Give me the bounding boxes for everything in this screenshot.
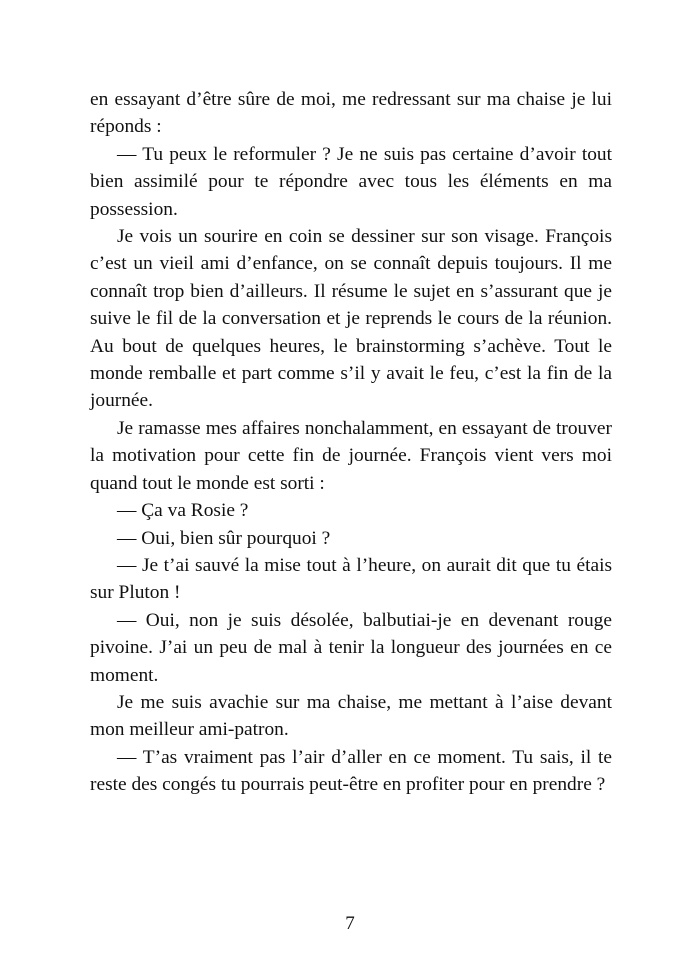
paragraph: Je vois un sourire en coin se dessiner sur son visage. François c’est un vieil ami d’enfance, on se connaît depuis toujours. Il me connaît trop bien d’ailleurs. Il résume le sujet en s’assurant que je suive le fil de la conversation et je reprends le cours de la réunion. Au bout de quelques heures, le brainstorming s’achève. Tout le monde remballe et part comme s’il y avait le feu, c’est la fin de la journée. xyxy=(90,226,612,412)
paragraph: Je me suis avachie sur ma chaise, me mettant à l’aise devant mon meilleur ami-patron. xyxy=(90,691,612,741)
paragraph: — Oui, bien sûr pourquoi ? xyxy=(117,527,331,549)
page-number: 7 xyxy=(345,913,355,934)
paragraph: — Tu peux le reformuler ? Je ne suis pas certaine d’avoir tout bien assimilé pour te répondre avec tous les éléments en ma possession. xyxy=(90,143,612,220)
paragraph: — T’as vraiment pas l’air d’aller en ce moment. Tu sais, il te reste des congés tu pourrais peut-être en profiter pour en prendre ? xyxy=(90,746,612,796)
paragraph: en essayant d’être sûre de moi, me redressant sur ma chaise je lui réponds : xyxy=(90,89,612,138)
paragraph: Je ramasse mes affaires nonchalamment, en essayant de trouver la motivation pour cette fin de journée. François vient vers moi quand tout le monde est sorti : xyxy=(90,417,612,494)
paragraph: — Je t’ai sauvé la mise tout à l’heure, on aurait dit que tu étais sur Pluton ! xyxy=(90,554,612,604)
body-text xyxy=(90,86,612,799)
paragraph: — Oui, non je suis désolée, balbutiai-je en devenant rouge pivoine. J’ai un peu de mal à tenir la longueur des journées en ce moment. xyxy=(90,609,612,686)
paragraph: — Ça va Rosie ? xyxy=(117,500,249,522)
